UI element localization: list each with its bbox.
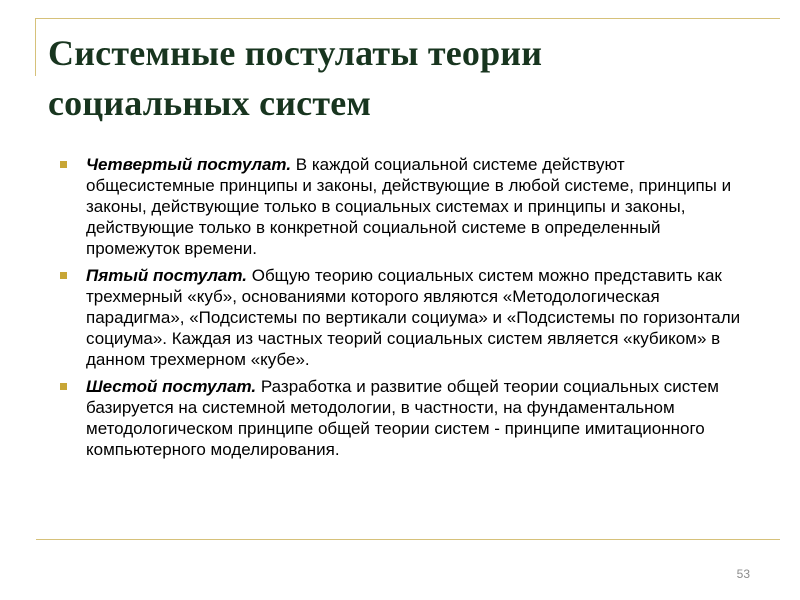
bottom-rule <box>36 539 780 540</box>
postulate-title: Четвертый постулат. <box>86 155 292 174</box>
left-rule <box>35 18 36 76</box>
list-item <box>58 154 758 259</box>
list-item <box>58 265 758 370</box>
postulate-text: В каждой социальной системе действуют общесистемные принципы и законы, действующие в любой системе, принципы и законы, действующие только в социальных системах и принципы и законы, действующие только в конкретной социальной системе в определенный промежуток времени. <box>86 155 732 258</box>
top-rule <box>36 18 780 19</box>
page-number: 53 <box>736 567 750 581</box>
slide-title: Системные постулаты теории социальных систем <box>48 33 543 123</box>
postulate-text: Разработка и развитие общей теории социальных систем базируется на системной методологии, в частности, на фундаментальном методологическом принципе общей теории систем - принципе имитационного компьютерного моделирования. <box>86 377 719 459</box>
postulate-title: Шестой постулат. <box>86 377 257 396</box>
square-bullet-icon <box>60 383 67 390</box>
square-bullet-icon <box>60 161 67 168</box>
list-item <box>58 376 758 460</box>
bullet-list <box>58 154 758 466</box>
postulate-text: Общую теорию социальных систем можно представить как трехмерный «куб», основаниями которого являются «Методологическая парадигма», «Подсистемы по вертикали социума» и «Подсистемы по горизонтали социума». Каждая из частных теорий социальных систем является «кубиком» в данном трехмерном «кубе». <box>86 266 741 369</box>
square-bullet-icon <box>60 272 67 279</box>
postulate-title: Пятый постулат. <box>86 266 247 285</box>
